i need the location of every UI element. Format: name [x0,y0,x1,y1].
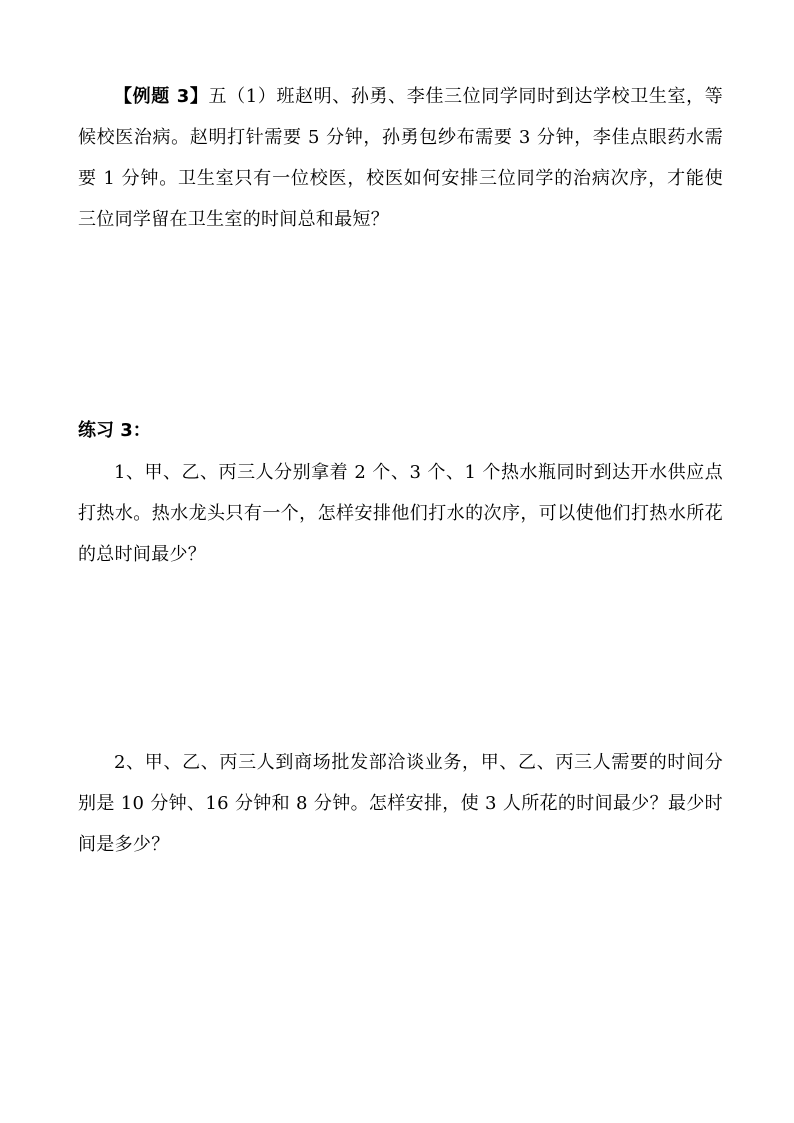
practice-question-1: 1、甲、乙、丙三人分别拿着 2 个、3 个、1 个热水瓶同时到达开水供应点打热水。热水龙头只有一个，怎样安排他们打水的次序，可以使他们打热水所花的总时间最少？ [78,462,723,565]
practice-heading: 练习 3： [78,420,151,441]
practice-question-2: 2、甲、乙、丙三人到商场批发部洽谈业务，甲、乙、丙三人需要的时间分别是 10 分钟、16 分钟和 8 分钟。怎样安排，使 3 人所花的时间最少？最少时间是多少？ [78,752,723,855]
example-text: 五（1）班赵明、孙勇、李佳三位同学同时到达学校卫生室，等候校医治病。赵明打针需要 5 分钟，孙勇包纱布需要 3 分钟，李佳点眼药水需要 1 分钟。卫生室只有一位校医，校医如何安排三位同学的治病次序，才能使三位同学留在卫生室的时间总和最短？ [78,86,723,230]
example-label: 【例题 3】 [114,86,209,107]
example-problem [78,76,723,240]
